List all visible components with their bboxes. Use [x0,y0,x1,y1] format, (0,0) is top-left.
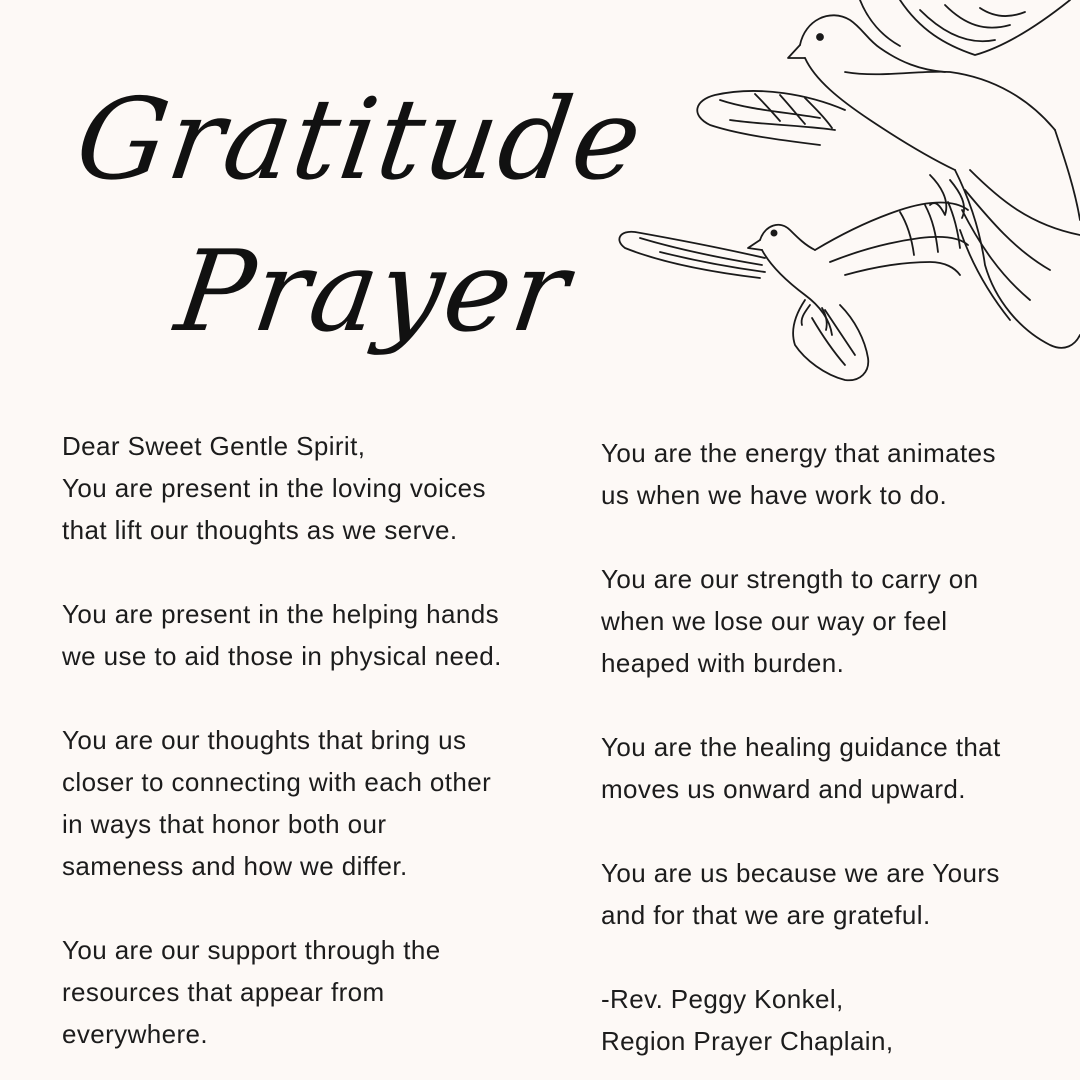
title-prayer: Prayer [168,227,578,357]
paragraph-gap [62,677,572,719]
text-line: when we lose our way or feel [601,606,948,636]
text-line: everywhere. [62,1019,209,1049]
text-line: You are present in the loving voices [62,473,486,503]
text-line: and for that we are grateful. [601,900,931,930]
text-line: in ways that honor both our [62,809,387,839]
text-line: moves us onward and upward. [601,774,966,804]
text-line: heaped with burden. [601,648,845,678]
title-gratitude: Gratitude [68,75,651,205]
text-line: You are our support through the [62,935,441,965]
text-line: Dear Sweet Gentle Spirit, [62,431,366,461]
paragraph-gap [601,810,1071,852]
text-line: You are our thoughts that bring us [62,725,467,755]
text-line: we use to aid those in physical need. [62,641,502,671]
text-line: that lift our thoughts as we serve. [62,515,458,545]
signature-role: Region Prayer Chaplain, [601,1026,894,1056]
prayer-right-column [601,432,1071,1062]
text-line: You are the energy that animates [601,438,996,468]
text-line: You are our strength to carry on [601,564,979,594]
text-line: sameness and how we differ. [62,851,408,881]
paragraph-gap [62,887,572,929]
text-line: us when we have work to do. [601,480,948,510]
text-line: You are present in the helping hands [62,599,499,629]
text-line: resources that appear from [62,977,385,1007]
text-line: closer to connecting with each other [62,767,492,797]
text-line: You are us because we are Yours [601,858,1000,888]
paragraph-gap [601,516,1071,558]
paragraph-gap [601,684,1071,726]
signature-name: -Rev. Peggy Konkel, [601,984,844,1014]
prayer-left-column [62,425,572,1055]
doves-line-art-icon [600,0,1080,390]
paragraph-gap [62,551,572,593]
text-line: You are the healing guidance that [601,732,1001,762]
paragraph-gap [601,936,1071,978]
